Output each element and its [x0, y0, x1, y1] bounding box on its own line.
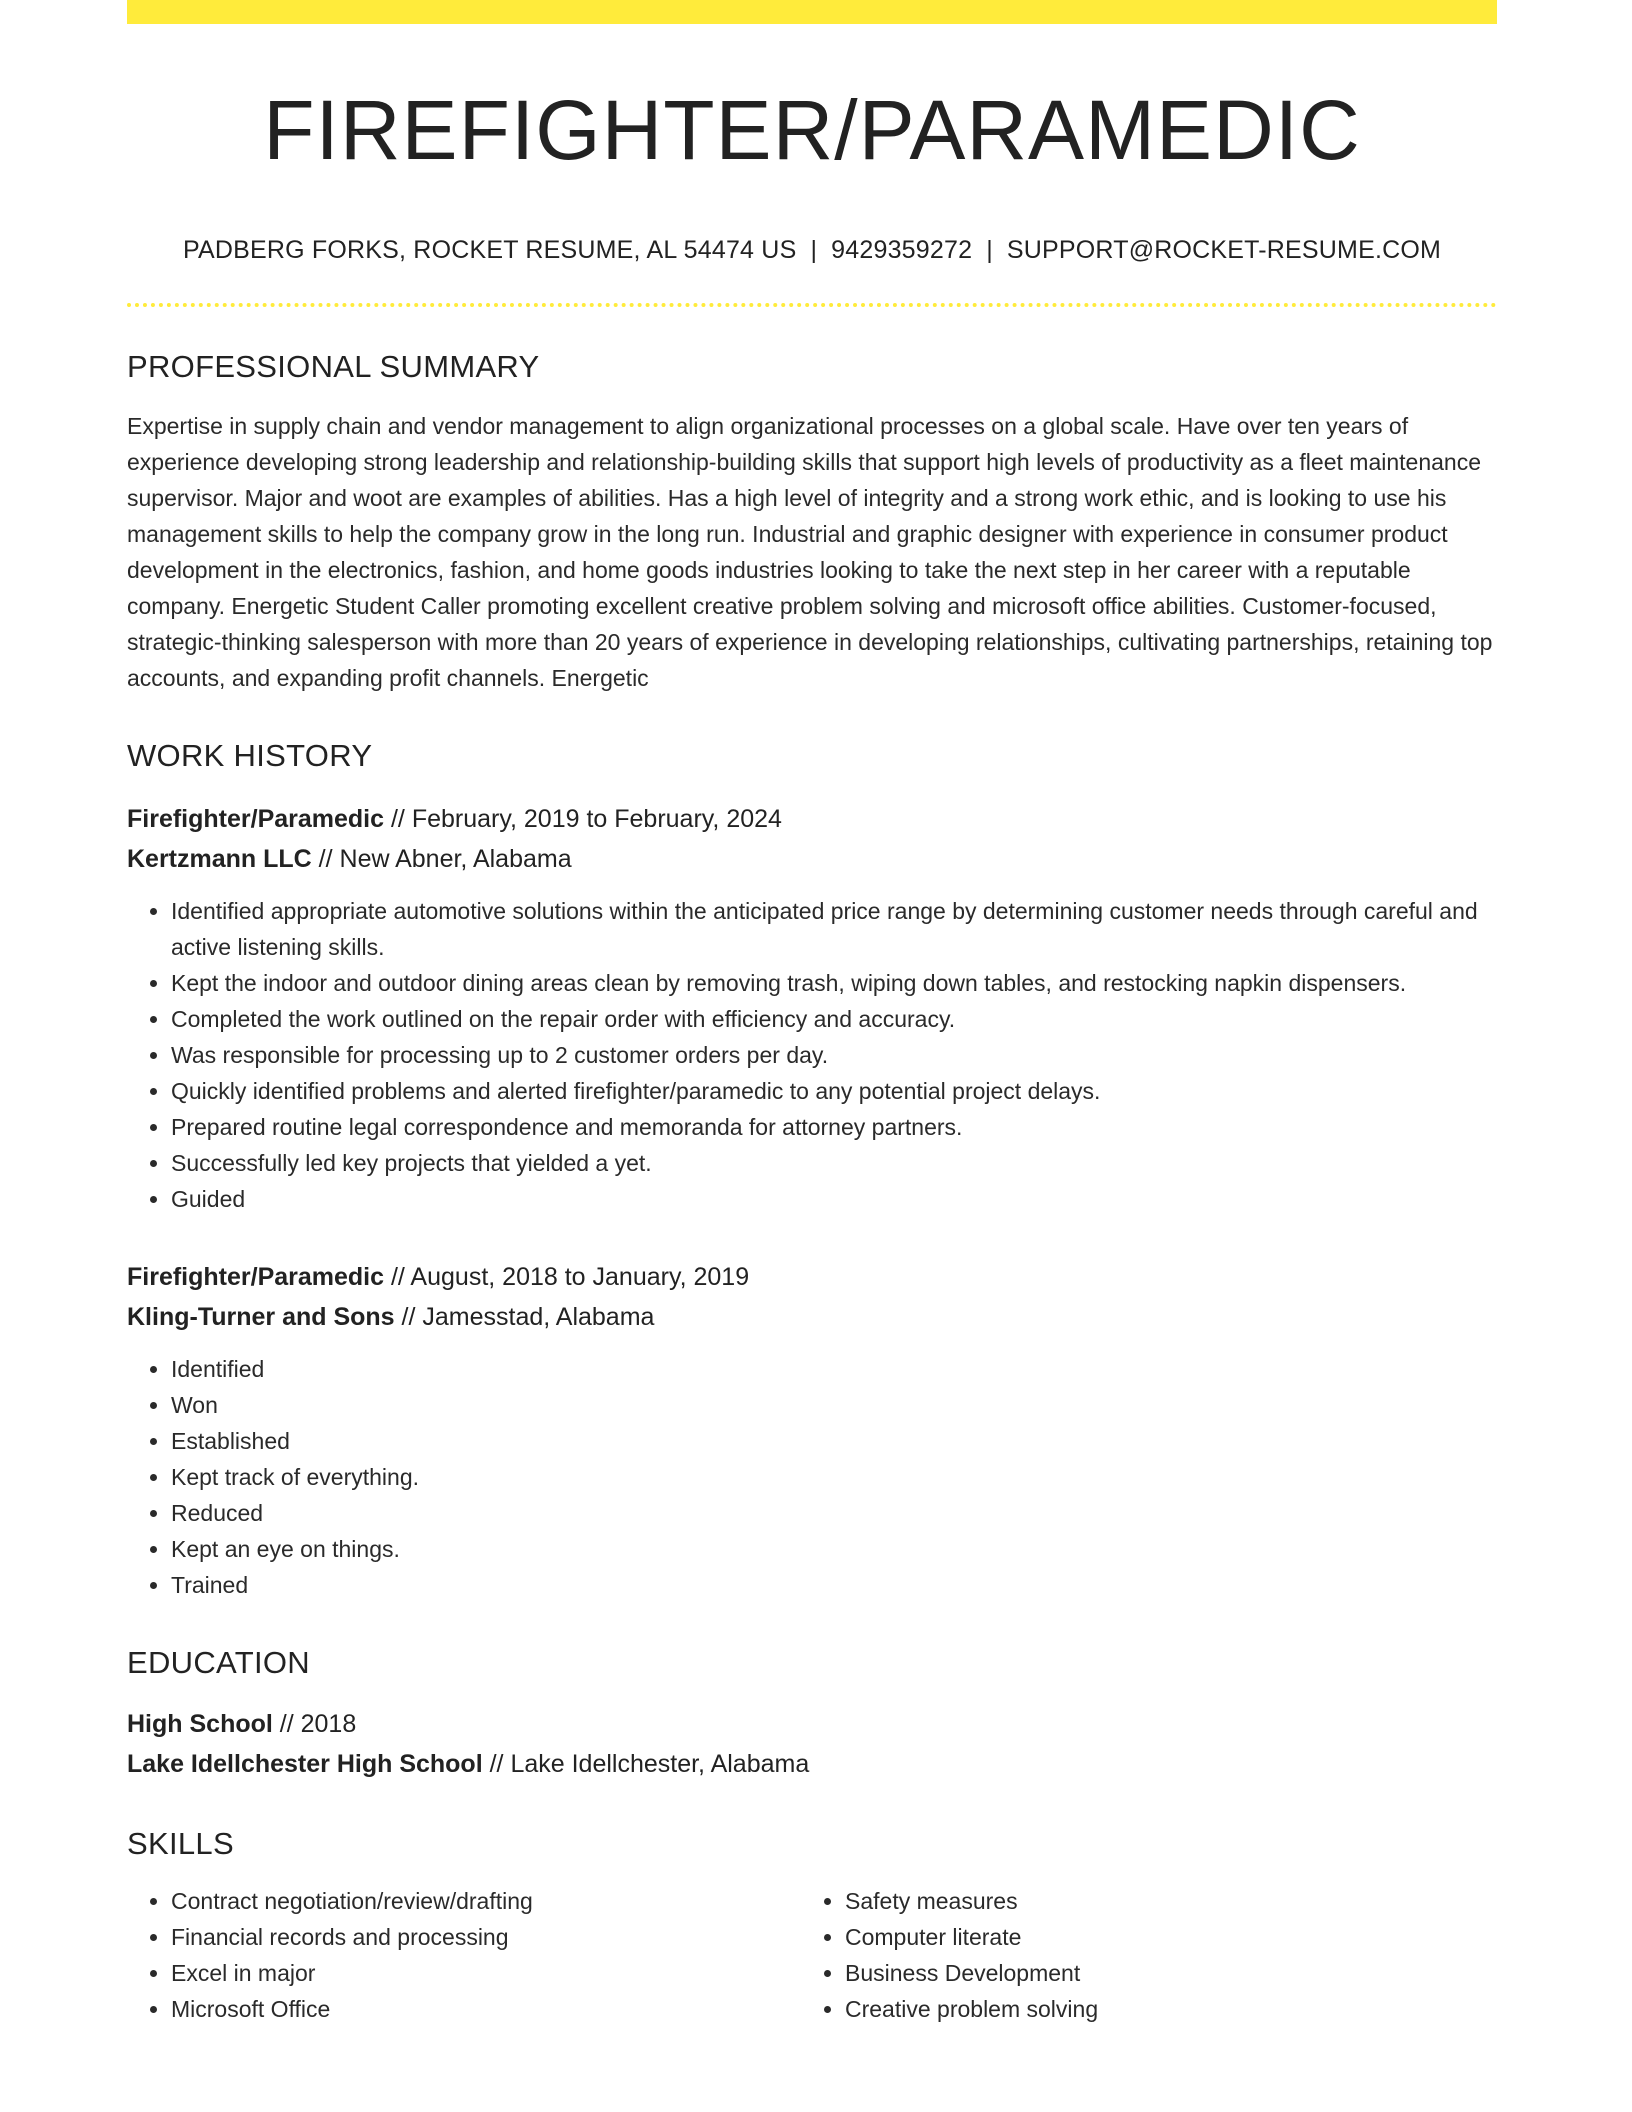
- contact-separator: |: [986, 236, 993, 265]
- list-item: • Established: [171, 1423, 1497, 1459]
- education-entry: [127, 1704, 1497, 1784]
- skill-item: • Excel in major: [171, 1955, 801, 1991]
- list-item: • Quickly identified problems and alerted firefighter/paramedic to any potential project delays.: [171, 1073, 1497, 1109]
- job-role: Firefighter/Paramedic: [127, 805, 385, 834]
- job-company: Kling-Turner and Sons: [127, 1303, 395, 1332]
- skill-item: • Computer literate: [845, 1919, 1475, 1955]
- list-item: • Kept an eye on things.: [171, 1531, 1497, 1567]
- skill-item: • Contract negotiation/review/drafting: [171, 1883, 801, 1919]
- job-entry: [127, 799, 1497, 1217]
- contact-phone: 9429359272: [831, 236, 973, 265]
- list-item: • Reduced: [171, 1495, 1497, 1531]
- contact-address: PADBERG FORKS, ROCKET RESUME, AL 54474 US: [182, 236, 797, 265]
- summary-text: Expertise in supply chain and vendor management to align organizational processes on a global scale. Have over ten years of experience developing strong leadership and relationship-building skills that support high levels of productivity as a fleet maintenance supervisor. Major and woot are examples of abilities. Has a high level of integrity and a strong work ethic, and is looking to use his management skills to help the company grow in the long run. Industrial and graphic designer with experience in consumer product development in the electronics, fashion, and home goods industries looking to take the next step in her career with a reputable company. Energetic Student Caller promoting excellent creative problem solving and microsoft office abilities. Customer-focused, strategic-thinking salesperson with more than 20 years of experience in developing relationships, cultivating partnerships, retaining top accounts, and expanding profit channels. Energetic: [127, 413, 1493, 692]
- education-year: // 2018: [272, 1710, 357, 1739]
- job-company: Kertzmann LLC: [127, 845, 312, 874]
- list-item: • Prepared routine legal correspondence and memoranda for attorney partners.: [171, 1109, 1497, 1145]
- education-degree: High School: [127, 1710, 273, 1739]
- contact-line: [127, 236, 1497, 265]
- resume-name: FIREFIGHTER/PARAMEDIC: [263, 83, 1361, 177]
- summary-title: PROFESSIONAL SUMMARY: [127, 349, 540, 385]
- skill-item: • Microsoft Office: [171, 1991, 801, 2027]
- resume-page: [127, 0, 1497, 2027]
- accent-bar: [127, 0, 1497, 24]
- skill-item: • Safety measures: [845, 1883, 1475, 1919]
- job-location: // Jamesstad, Alabama: [394, 1303, 655, 1332]
- education-title: EDUCATION: [127, 1645, 310, 1681]
- education-school-line: [127, 1744, 1497, 1784]
- skills-column-left: [127, 1883, 801, 2027]
- list-item: • Completed the work outlined on the repair order with efficiency and accuracy.: [171, 1001, 1497, 1037]
- job-bullets: [127, 893, 1497, 1217]
- job-company-line: [127, 1297, 1497, 1337]
- skills-column-right: [801, 1883, 1475, 2027]
- job-role-line: [127, 1257, 1497, 1297]
- skill-item: • Creative problem solving: [845, 1991, 1475, 2027]
- list-item: • Identified appropriate automotive solutions within the anticipated price range by determining customer needs through careful and active listening skills.: [171, 893, 1497, 965]
- skills-list: [127, 1883, 1497, 2027]
- list-item: • Kept the indoor and outdoor dining areas clean by removing trash, wiping down tables, and restocking napkin dispensers.: [171, 965, 1497, 1001]
- job-dates: // August, 2018 to January, 2019: [384, 1263, 750, 1292]
- list-item: • Trained: [171, 1567, 1497, 1603]
- education-school: Lake Idellchester High School: [127, 1750, 483, 1779]
- job-company-line: [127, 839, 1497, 879]
- skills-title: SKILLS: [127, 1826, 234, 1862]
- list-item: • Kept track of everything.: [171, 1459, 1497, 1495]
- list-item: • Guided: [171, 1181, 1497, 1217]
- job-entry: [127, 1257, 1497, 1603]
- list-item: • Successfully led key projects that yielded a yet.: [171, 1145, 1497, 1181]
- job-bullets: [127, 1351, 1497, 1603]
- skill-item: • Financial records and processing: [171, 1919, 801, 1955]
- list-item: • Identified: [171, 1351, 1497, 1387]
- job-role-line: [127, 799, 1497, 839]
- dotted-divider: [127, 303, 1497, 307]
- list-item: • Won: [171, 1387, 1497, 1423]
- list-item: • Was responsible for processing up to 2 customer orders per day.: [171, 1037, 1497, 1073]
- education-degree-line: [127, 1704, 1497, 1744]
- contact-separator: |: [810, 236, 818, 265]
- skill-item: • Business Development: [845, 1955, 1475, 1991]
- job-location: // New Abner, Alabama: [311, 845, 572, 874]
- education-location: // Lake Idellchester, Alabama: [482, 1750, 810, 1779]
- contact-email: SUPPORT@ROCKET-RESUME.COM: [1006, 236, 1442, 265]
- work-history-title: WORK HISTORY: [127, 738, 373, 774]
- job-dates: // February, 2019 to February, 2024: [384, 805, 782, 834]
- job-role: Firefighter/Paramedic: [127, 1263, 385, 1292]
